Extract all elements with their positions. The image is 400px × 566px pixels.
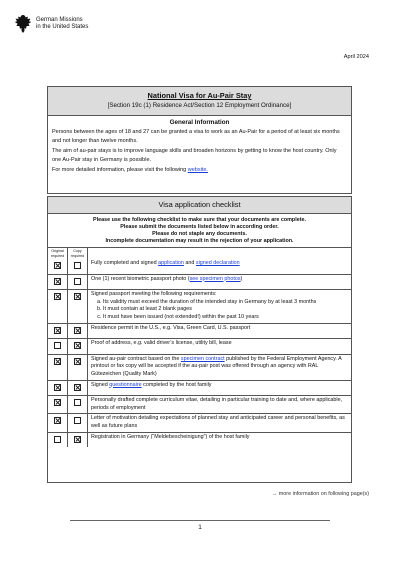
item-text: Residence permit in the U.S., e.g. Visa, Green Card, U.S. passport	[91, 324, 251, 331]
footer-divider	[70, 520, 330, 521]
checked-box-icon[interactable]	[54, 293, 61, 300]
document-link[interactable]: questionnaire	[109, 381, 142, 388]
instruction-line: Incomplete documentation may result in the rejection of your application.	[105, 238, 294, 244]
org-line-2: in the United States	[36, 24, 89, 30]
document-title: National Visa for Au-Pair Stay	[147, 91, 252, 100]
general-info-header	[48, 87, 351, 116]
item-text: Signed au-pair contract based on the	[91, 355, 181, 362]
requirement-item: b. It must contain at least 2 blank pages	[103, 306, 348, 314]
col-copy-header: Copy required	[68, 248, 88, 259]
checklist-row	[48, 339, 351, 355]
checked-box-icon[interactable]	[54, 278, 61, 285]
checklist-instructions	[48, 214, 351, 248]
general-info-heading: General Information	[169, 119, 230, 126]
copy-required-cell	[68, 274, 88, 290]
requirement-item: a. Its validity must exceed the duration of the intended stay in Germany by at least 3 months	[103, 299, 348, 307]
checklist-row	[48, 432, 351, 447]
federal-eagle-icon	[14, 14, 32, 34]
checked-box-icon[interactable]	[74, 358, 81, 365]
checked-box-icon[interactable]	[54, 384, 61, 391]
checklist-row	[48, 259, 351, 274]
checklist-table	[48, 248, 351, 447]
checked-box-icon[interactable]	[74, 342, 81, 349]
item-text: and	[183, 260, 196, 266]
info-paragraph-2: The aim of au-pair stays is to improve language skills and broaden horizons by getting to know the host country. Only one Au-Pair stay in Germany is possible.	[52, 148, 337, 163]
instruction-line: Please submit the documents listed below in according order.	[120, 224, 279, 230]
empty-box-icon[interactable]	[74, 278, 81, 285]
item-text: Signed passport meeting the following requirements:	[91, 291, 217, 298]
checklist-row	[48, 274, 351, 290]
item-text: Proof of address, e.g. valid driver’s license, utility bill, lease	[91, 340, 232, 347]
empty-box-icon[interactable]	[54, 436, 61, 443]
copy-required-cell	[68, 432, 88, 447]
document-date: April 2024	[343, 54, 369, 60]
copy-required-cell	[68, 259, 88, 274]
copy-required-cell	[68, 339, 88, 355]
checked-box-icon[interactable]	[54, 399, 61, 406]
empty-box-icon[interactable]	[74, 262, 81, 269]
document-subtitle: [Section 19c (1) Residence Act/Section 12 Employment Ordinance]	[107, 102, 292, 109]
item-text: Fully completed and signed	[91, 260, 159, 266]
item-text: Letter of motivation detailing expectations of planned stay and anticipated career and personal benefits, as well as future plans	[91, 415, 345, 429]
document-link[interactable]: signed declaration	[195, 260, 240, 266]
checklist-item-text	[88, 380, 352, 396]
original-required-cell	[48, 339, 68, 355]
checklist-rows	[48, 259, 351, 447]
checked-box-icon[interactable]	[54, 262, 61, 269]
copy-required-cell	[68, 290, 88, 323]
website-link[interactable]: website.	[187, 167, 208, 174]
checklist-row	[48, 414, 351, 432]
logo	[14, 14, 88, 34]
checklist-item-text	[88, 354, 352, 380]
info-paragraph-3-text: For more detailed information, please visit the following	[52, 167, 188, 174]
item-text: Registration in Germany (“Meldebescheinigung”) of the host family	[91, 433, 250, 440]
page-number: 1	[198, 524, 202, 531]
checklist-row	[48, 290, 351, 323]
document-link[interactable]: specimen contract	[180, 355, 225, 362]
table-header-row	[48, 248, 351, 259]
original-required-cell	[48, 432, 68, 447]
checklist-item-text	[88, 274, 352, 290]
checklist-row	[48, 396, 351, 414]
item-text: published by the Federal Employment Agency. A printout or fax copy will be accepted if the au-pair post was offered through an agency with RAL Gütezeichen (Quality Mark)	[91, 355, 342, 377]
general-info-box	[47, 86, 352, 194]
item-text: One (1) recent biometric passport photo (	[91, 275, 190, 282]
item-text: completed by the host family	[141, 381, 212, 388]
checklist-item-text	[88, 290, 352, 323]
more-info-note: → more information on following page(s)	[271, 491, 369, 497]
original-required-cell	[48, 414, 68, 432]
original-required-cell	[48, 274, 68, 290]
checklist-item-text	[88, 259, 352, 274]
info-paragraph-1: Persons between the ages of 18 and 27 can be granted a visa to work as an Au-Pair for a period of at least six months and not longer than twelve months.	[52, 129, 340, 144]
empty-box-icon[interactable]	[74, 399, 81, 406]
item-text: )	[240, 275, 243, 282]
document-link[interactable]: see specimen photos	[189, 275, 241, 282]
copy-required-cell	[68, 380, 88, 396]
original-required-cell	[48, 354, 68, 380]
passport-requirements-list	[91, 299, 348, 322]
org-line-1: German Missions	[36, 17, 83, 23]
item-text: Personally drafted complete curriculum vitae, detailing in particular training to date and, where applicable, periods of employment	[91, 397, 343, 411]
checklist-box	[47, 196, 352, 483]
checklist-item-text	[88, 396, 352, 414]
general-info-body	[48, 116, 351, 174]
col-document-header	[88, 248, 352, 259]
checked-box-icon[interactable]	[54, 358, 61, 365]
checked-box-icon[interactable]	[74, 293, 81, 300]
checklist-item-text	[88, 323, 352, 339]
copy-required-cell	[68, 414, 88, 432]
copy-required-cell	[68, 323, 88, 339]
checked-box-icon[interactable]	[74, 436, 81, 443]
empty-box-icon[interactable]	[54, 342, 61, 349]
info-paragraph-3	[52, 166, 347, 174]
checklist-item-text	[88, 414, 352, 432]
org-name	[36, 17, 88, 31]
checked-box-icon[interactable]	[54, 327, 61, 334]
checklist-row	[48, 380, 351, 396]
original-required-cell	[48, 380, 68, 396]
original-required-cell	[48, 323, 68, 339]
checklist-item-text	[88, 339, 352, 355]
instruction-line: Please use the following checklist to make sure that your documents are complete.	[93, 217, 306, 223]
original-required-cell	[48, 396, 68, 414]
copy-required-cell	[68, 396, 88, 414]
empty-box-icon[interactable]	[74, 417, 81, 424]
checked-box-icon[interactable]	[74, 384, 81, 391]
copy-required-cell	[68, 354, 88, 380]
col-original-header: Original required	[48, 248, 68, 259]
document-link[interactable]: application	[158, 260, 184, 266]
checked-box-icon[interactable]	[74, 327, 81, 334]
requirement-item: c. It must have been issued (not extended!) within the past 10 years	[103, 314, 348, 322]
checklist-item-text	[88, 432, 352, 447]
instruction-line: Please do not staple any documents.	[152, 231, 247, 237]
checklist-row	[48, 323, 351, 339]
checked-box-icon[interactable]	[54, 417, 61, 424]
checklist-row	[48, 354, 351, 380]
original-required-cell	[48, 259, 68, 274]
original-required-cell	[48, 290, 68, 323]
checklist-title: Visa application checklist	[48, 197, 351, 214]
item-text: Signed	[91, 381, 110, 388]
